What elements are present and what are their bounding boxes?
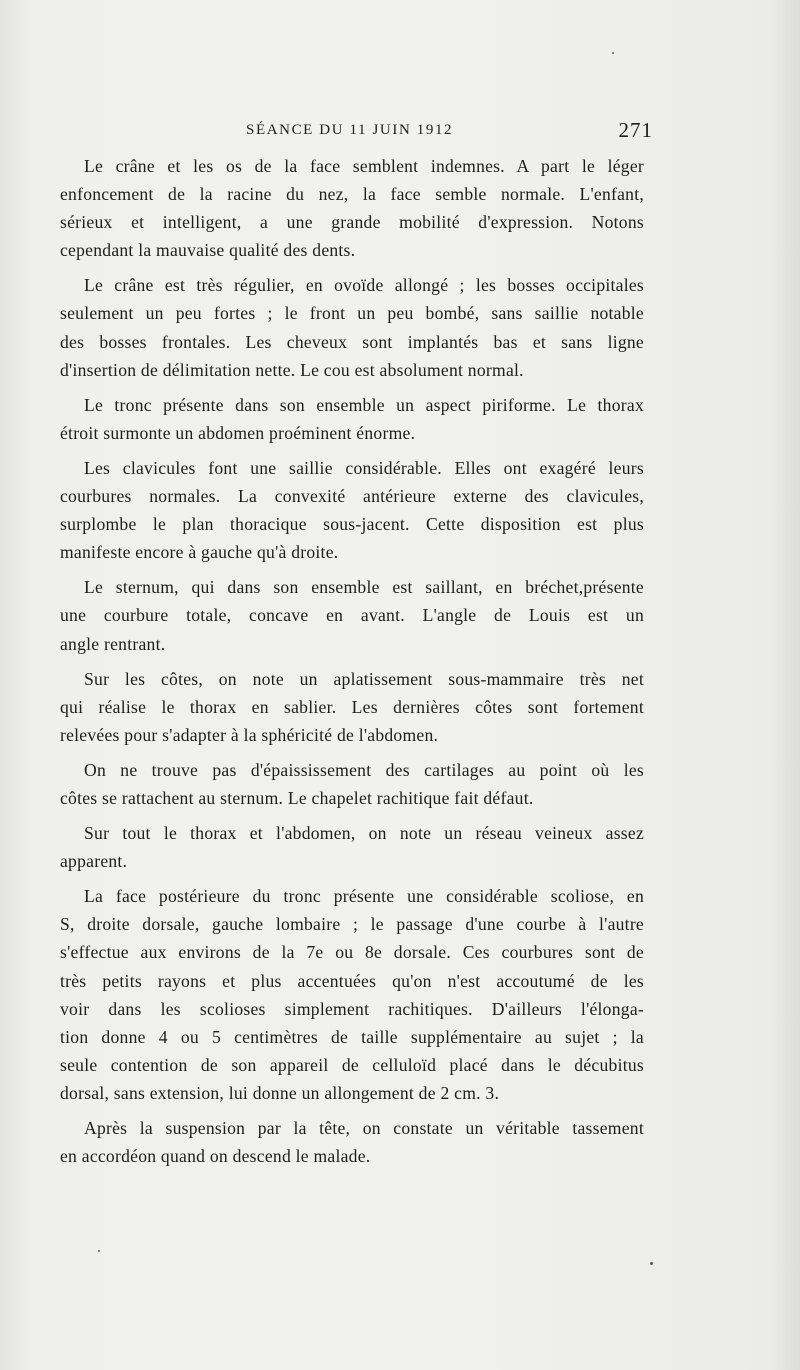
text-line: seulement un peu fortes ; le front un peu bombé, sans saillie notable: [60, 303, 644, 324]
text-line: dorsal, sans extension, lui donne un allongement de 2 cm. 3.: [60, 1082, 500, 1103]
paragraph-suspension: [60, 1114, 644, 1170]
text-line: manifeste encore à gauche qu'à droite.: [60, 542, 339, 563]
text-line: Le sternum, qui dans son ensemble est saillant, en bréchet,présente: [84, 577, 644, 598]
page-header: [58, 118, 658, 148]
text-line: Sur tout le thorax et l'abdomen, on note un réseau veineux assez: [84, 823, 644, 844]
text-line: courbures normales. La convexité antérieure externe des clavicules,: [60, 486, 644, 507]
scan-speck: [650, 1262, 653, 1265]
paragraph-cartilages: [60, 756, 644, 812]
text-line: angle rentrant.: [60, 633, 166, 654]
running-head: SÉANCE DU 11 JUIN 1912: [246, 122, 454, 138]
scan-speck: [612, 52, 614, 54]
text-line: côtes se rattachent au sternum. Le chapelet rachitique fait défaut.: [60, 787, 534, 808]
text-line: Après la suspension par la tête, on constate un véritable tassement: [84, 1118, 644, 1138]
text-line: cependant la mauvaise qualité des dents.: [60, 240, 356, 261]
paragraph-crane: [60, 271, 644, 383]
text-line: en accordéon quand on descend le malade.: [60, 1146, 371, 1167]
text-line: S, droite dorsale, gauche lombaire ; le passage d'une courbe à l'autre: [60, 914, 644, 935]
text-line: qui réalise le thorax en sablier. Les dernières côtes sont fortement: [60, 696, 644, 717]
paragraph-sternum: [60, 573, 644, 657]
paragraph-face: [60, 152, 644, 264]
text-line: des bosses frontales. Les cheveux sont implantés bas et sans ligne: [60, 331, 644, 352]
paragraph-cotes: [60, 665, 644, 749]
text-line: étroit surmonte un abdomen proéminent énorme.: [60, 422, 416, 443]
text-line: seule contention de son appareil de celluloïd placé dans le décubitus: [60, 1054, 644, 1075]
text-line: Le crâne et les os de la face semblent indemnes. A part le léger: [84, 156, 644, 176]
body-text: [60, 152, 644, 1177]
text-line: voir dans les scolioses simplement rachitiques. D'ailleurs l'élonga-: [60, 998, 644, 1019]
text-line: sérieux et intelligent, a une grande mobilité d'expression. Notons: [60, 212, 644, 233]
text-line: très petits rayons et plus accentuées qu'on n'est accoutumé de les: [60, 970, 644, 991]
text-line: Les clavicules font une saillie considérable. Elles ont exagéré leurs: [84, 457, 644, 478]
text-line: surplombe le plan thoracique sous-jacent. Cette disposition est plus: [60, 514, 644, 535]
page-number: 271: [618, 118, 653, 142]
text-line: enfoncement de la racine du nez, la face semble normale. L'enfant,: [60, 184, 644, 205]
text-line: tion donne 4 ou 5 centimètres de taille supplémentaire au sujet ; la: [60, 1026, 644, 1047]
text-line: une courbure totale, concave en avant. L'angle de Louis est un: [60, 605, 644, 626]
text-line: s'effectue aux environs de la 7e ou 8e dorsale. Ces courbures sont de: [60, 942, 644, 963]
text-line: On ne trouve pas d'épaississement des cartilages au point où les: [84, 759, 644, 780]
text-line: Le crâne est très régulier, en ovoïde allongé ; les bosses occipitales: [84, 275, 644, 296]
paragraph-scoliose: [60, 882, 644, 1107]
paragraph-clavicules: [60, 454, 644, 566]
text-line: La face postérieure du tronc présente une considérable scoliose, en: [84, 886, 644, 907]
scan-speck: [98, 1250, 100, 1252]
text-line: d'insertion de délimitation nette. Le cou est absolument normal.: [60, 359, 524, 380]
text-line: Sur les côtes, on note un aplatissement sous-mammaire très net: [84, 668, 644, 689]
paragraph-reseau-veineux: [60, 819, 644, 875]
paragraph-tronc: [60, 391, 644, 447]
text-line: apparent.: [60, 851, 128, 872]
text-line: Le tronc présente dans son ensemble un aspect piriforme. Le thorax: [84, 394, 644, 415]
text-line: relevées pour s'adapter à la sphéricité de l'abdomen.: [60, 724, 439, 745]
